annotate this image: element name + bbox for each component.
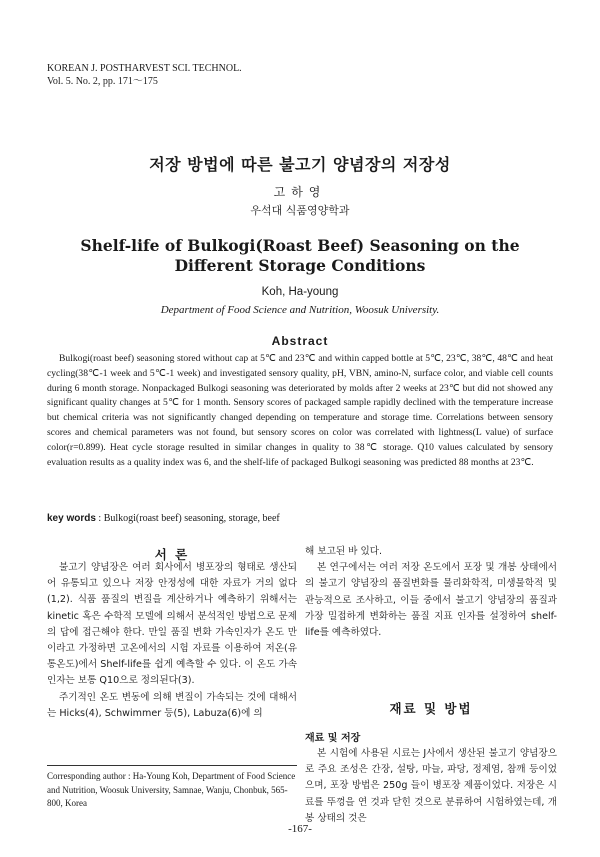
intro-paragraph-2: 주기적인 온도 변동에 의해 변질이 가속되는 것에 대해서는 Hicks(4), Schwimmer 등(5), Labuza(6)에 의 [47, 691, 297, 719]
korean-title: 저장 방법에 따른 불고기 양념장의 저장성 [149, 155, 451, 174]
left-column [47, 560, 297, 722]
abstract-text: Bulkogi(roast beef) seasoning stored without cap at 5℃ and 23℃ and within capped bottle at 5℃, 23℃, 38℃, 48℃ and heat cycling(38℃-1 week and 5℃-1 week) and investigated sensory quality, pH, VBN, amino-N, surface color, and viable cell counts during 6 month storage. Nonpackaged Bulkogi seasoning was deteriorated by molds after 2 weeks at 23℃ but did not showed any significant quality changes at 5℃ for 1 month. Sensory scores of packaged sample rapidly declined with the temperature increase but chemical criteria was not significantly changed depending on temperature and storage time. Correlations between sensory scores and chemical parameters was not found, but sensory scores on color was correlated with lightness(L value) of surface color(r=0.899). Heat cycle storage resulted in similar changes in quality to 38℃ storage. Q10 values calculated by sensory evaluation results as a quality index was 6, and the shelf-life of packaged Bulkogi seasoning was predicted 88 months at 23℃. [47, 353, 553, 468]
page-number: -167- [288, 823, 312, 835]
methods-column [305, 746, 557, 827]
korean-author: 고하영 [273, 185, 327, 199]
journal-header [47, 62, 242, 88]
intro-paragraph-3: 본 연구에서는 여러 저장 온도에서 포장 및 개봉 상태에서의 불고기 양념장의 품질변화를 물리화학적, 미생물학적 및 관능적으로 조사하고, 이들 중에서 불고기 양념장의 품질과 가장 밀접하게 변화하는 품질 지표 인자를 설정하여 shelf-life를 예측하였다. [305, 562, 557, 639]
korean-affiliation: 우석대 식품영양학과 [250, 204, 350, 217]
keywords-text: : Bulkogi(roast beef) seasoning, storage, beef [95, 513, 280, 524]
right-column [305, 544, 557, 641]
methods-heading: 재료 및 방법 [389, 701, 473, 716]
abstract-heading: Abstract [271, 334, 329, 348]
english-affiliation: Department of Food Science and Nutrition, Woosuk University. [160, 304, 440, 316]
methods-subheading: 재료 및 저장 [305, 733, 361, 744]
journal-name: KOREAN J. POSTHARVEST SCI. TECHNOL. [47, 63, 242, 74]
keywords-label: key words [47, 513, 96, 524]
footnote: Corresponding author : Ha-Young Koh, Department of Food Science and Nutrition, Woosuk University, Samnae, Wanju, Chonbuk, 565-800, Korea [47, 771, 296, 808]
keywords [47, 513, 557, 524]
english-title: Shelf-life of Bulkogi(Roast Beef) Seasoning on the Different Storage Conditions [80, 236, 520, 275]
journal-volume: Vol. 5. No. 2, pp. 171～175 [47, 76, 158, 87]
methods-paragraph-1: 본 시험에 사용된 시료는 J사에서 생산된 불고기 양념장으로 주요 조성은 간장, 설탕, 마늘, 파당, 정제염, 참깨 등이었으며, 포장 방법은 250g 들이 병포장 제품이었다. 저장은 시료를 뚜껑을 연 것과 닫힌 것으로 분류하여 시험하였는데, 개봉 상태의 것은 [305, 748, 557, 824]
intro-paragraph-1: 불고기 양념장은 여러 회사에서 병포장의 형태로 생산되어 유통되고 있으나 저장 안정성에 대한 자료가 거의 없다(1,2). 식품 품질의 변질을 계산하거나 예측하기 위해서는 kinetic 혹은 수학적 모델에 의해서 분석적인 방법으로 문제의 답에 접근해야 한다. 만일 품질 변화 가속인자가 온도 만이라고 가정하면 고온에서의 시험 자료를 이용하여 저온(유통온도)에서 Shelf-life를 쉽게 예측할 수 있다. 이 온도 가속인자는 보통 Q10으로 정의된다(3). [47, 562, 297, 687]
english-author: Koh, Ha-young [261, 286, 339, 298]
footnote-divider [47, 765, 297, 766]
intro-heading: 서 론 [154, 547, 190, 562]
intro-continuation: 해 보고된 바 있다. [305, 546, 383, 557]
